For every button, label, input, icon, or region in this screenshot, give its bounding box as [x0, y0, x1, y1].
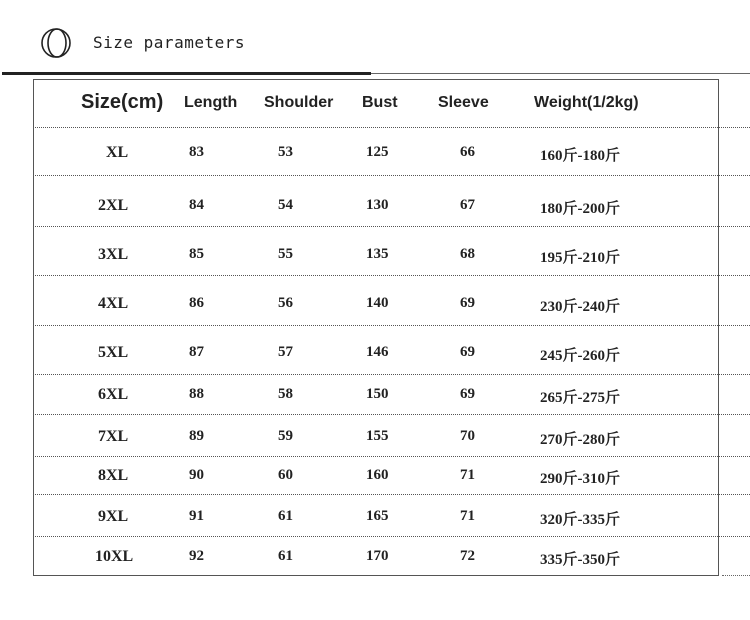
- cell-weight: 265斤-275斤: [540, 390, 620, 406]
- header-divider: [2, 72, 371, 75]
- cell-weight: 290斤-310斤: [540, 471, 620, 487]
- cell-length: 88: [189, 386, 204, 402]
- cell-shoulder: 61: [278, 548, 293, 564]
- cell-length: 84: [189, 197, 204, 213]
- cell-sleeve: 68: [460, 246, 475, 262]
- cell-bust: 165: [366, 508, 389, 524]
- cell-shoulder: 56: [278, 295, 293, 311]
- cell-sleeve: 71: [460, 467, 475, 483]
- cell-size: 9XL: [98, 508, 129, 525]
- cell-sleeve: 70: [460, 428, 475, 444]
- cell-length: 87: [189, 344, 204, 360]
- cell-size: 2XL: [98, 197, 129, 214]
- cell-weight: 160斤-180斤: [540, 148, 620, 164]
- cell-size: 7XL: [98, 428, 129, 445]
- cell-bust: 135: [366, 246, 389, 262]
- cell-size: 3XL: [98, 246, 129, 263]
- divider-dots: [722, 575, 750, 576]
- cell-shoulder: 59: [278, 428, 293, 444]
- cell-bust: 140: [366, 295, 389, 311]
- cell-length: 91: [189, 508, 204, 524]
- cell-length: 86: [189, 295, 204, 311]
- cell-bust: 160: [366, 467, 389, 483]
- cell-size: 4XL: [98, 295, 129, 312]
- cell-size: 6XL: [98, 386, 129, 403]
- cell-bust: 150: [366, 386, 389, 402]
- row-divider: [33, 275, 750, 276]
- row-divider: [33, 494, 750, 495]
- cell-sleeve: 67: [460, 197, 475, 213]
- cell-shoulder: 61: [278, 508, 293, 524]
- cell-sleeve: 69: [460, 386, 475, 402]
- row-divider: [33, 175, 750, 176]
- header-divider-thin: [371, 73, 750, 74]
- cell-size: 10XL: [95, 548, 134, 565]
- cell-length: 89: [189, 428, 204, 444]
- column-header-weight: Weight(1/2kg): [534, 94, 639, 111]
- cell-shoulder: 60: [278, 467, 293, 483]
- row-divider: [33, 414, 750, 415]
- cell-bust: 130: [366, 197, 389, 213]
- column-header-sleeve: Sleeve: [438, 94, 489, 111]
- row-divider: [33, 374, 750, 375]
- column-header-length: Length: [184, 94, 238, 111]
- page-title: Size parameters: [93, 33, 245, 52]
- column-header-size: Size(cm): [81, 91, 164, 113]
- cell-size: 5XL: [98, 344, 129, 361]
- cell-shoulder: 57: [278, 344, 293, 360]
- cell-weight: 195斤-210斤: [540, 250, 620, 266]
- cell-shoulder: 54: [278, 197, 293, 213]
- row-divider: [33, 127, 750, 128]
- cell-size: XL: [106, 144, 129, 161]
- cell-sleeve: 69: [460, 295, 475, 311]
- cell-shoulder: 53: [278, 144, 293, 160]
- row-divider: [33, 226, 750, 227]
- cell-weight: 230斤-240斤: [540, 299, 620, 315]
- row-divider: [33, 325, 750, 326]
- cell-length: 92: [189, 548, 204, 564]
- cell-sleeve: 72: [460, 548, 475, 564]
- cell-sleeve: 66: [460, 144, 475, 160]
- cell-shoulder: 55: [278, 246, 293, 262]
- cell-weight: 320斤-335斤: [540, 512, 620, 528]
- cell-length: 85: [189, 246, 204, 262]
- column-header-bust: Bust: [362, 94, 398, 111]
- row-divider: [33, 456, 750, 457]
- cell-shoulder: 58: [278, 386, 293, 402]
- cell-weight: 335斤-350斤: [540, 552, 620, 568]
- cell-length: 90: [189, 467, 204, 483]
- row-divider: [33, 536, 750, 537]
- cell-size: 8XL: [98, 467, 129, 484]
- cell-weight: 245斤-260斤: [540, 348, 620, 364]
- cell-bust: 146: [366, 344, 389, 360]
- cell-bust: 155: [366, 428, 389, 444]
- double-circle-icon: [40, 27, 74, 59]
- column-header-shoulder: Shoulder: [264, 94, 334, 111]
- cell-bust: 170: [366, 548, 389, 564]
- cell-weight: 270斤-280斤: [540, 432, 620, 448]
- cell-sleeve: 71: [460, 508, 475, 524]
- cell-length: 83: [189, 144, 204, 160]
- cell-bust: 125: [366, 144, 389, 160]
- cell-sleeve: 69: [460, 344, 475, 360]
- cell-weight: 180斤-200斤: [540, 201, 620, 217]
